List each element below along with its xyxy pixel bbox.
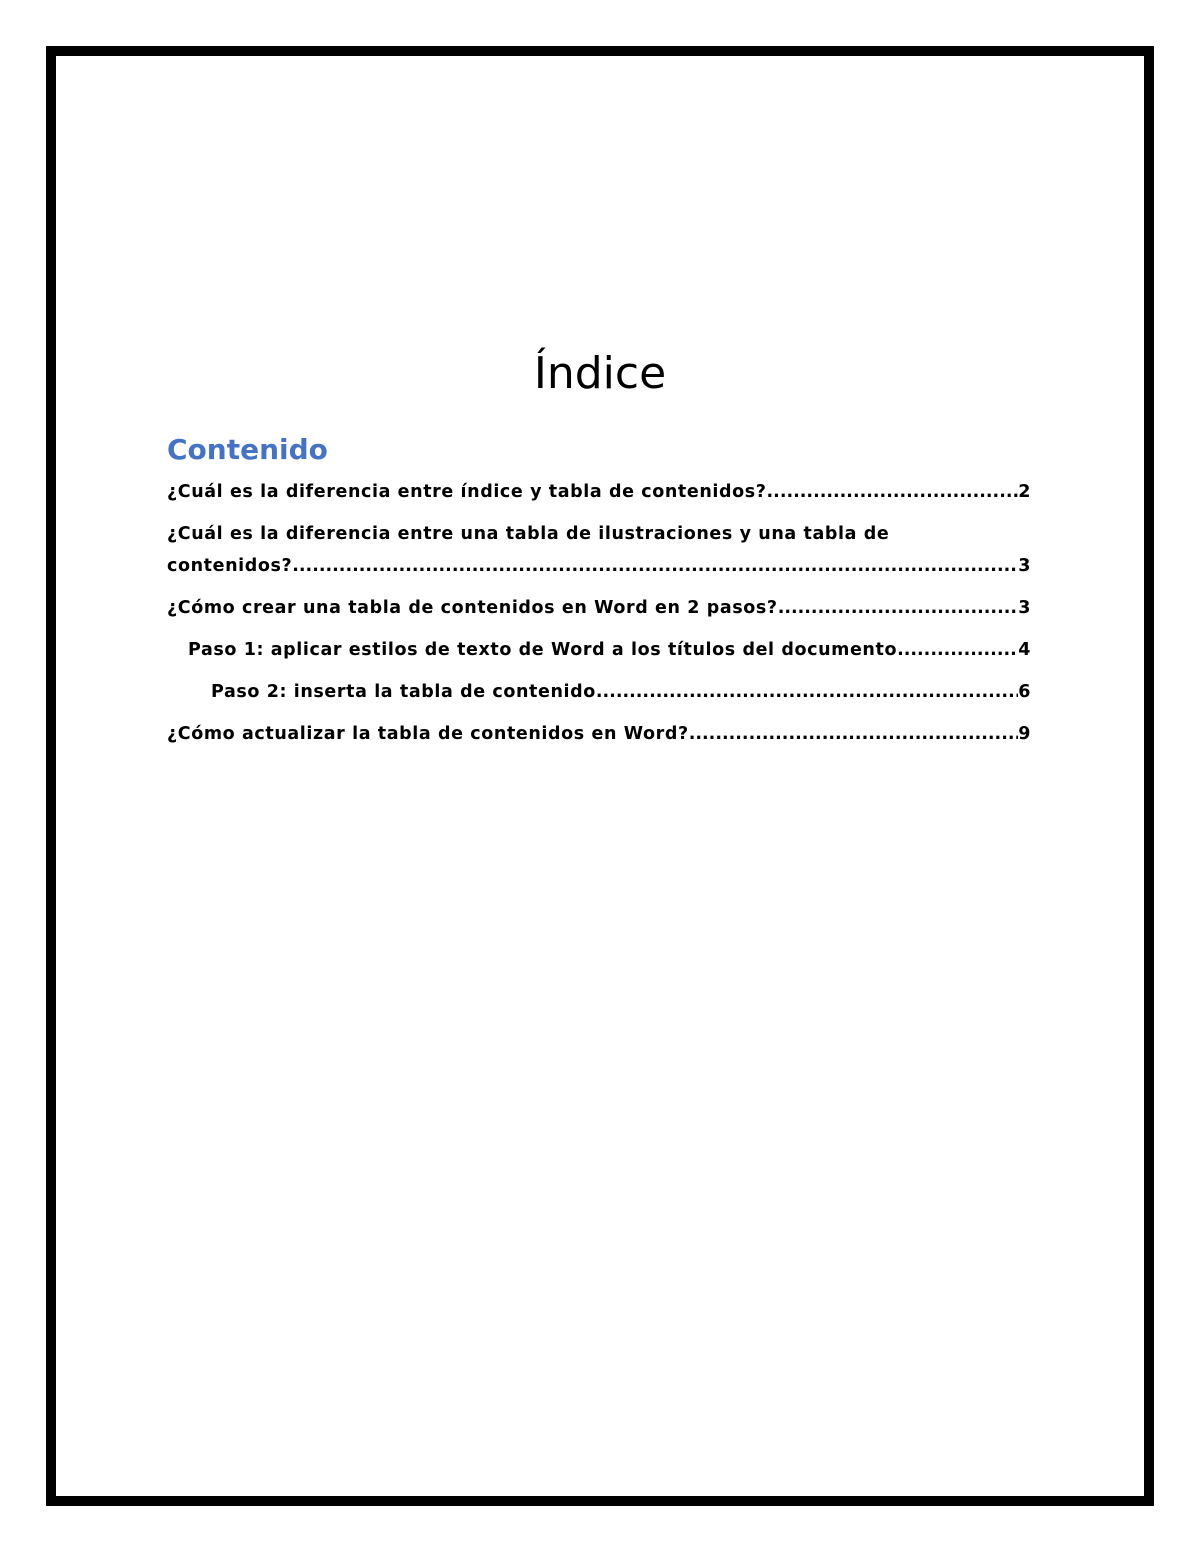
toc-leader — [292, 550, 1018, 582]
toc-page-number[interactable]: 3 — [1018, 556, 1031, 576]
toc-entry[interactable] — [167, 592, 1031, 624]
toc-entry-text[interactable]: ¿Cómo crear una tabla de contenidos en Word en 2 pasos? — [167, 598, 778, 618]
toc-entry-text-line1[interactable]: ¿Cuál es la diferencia entre una tabla de ilustraciones y una tabla de — [167, 524, 890, 544]
toc-entry-text[interactable]: ¿Cuál es la diferencia entre índice y tabla de contenidos? — [167, 482, 767, 502]
toc-leader — [689, 718, 1018, 750]
toc-leader — [897, 634, 1018, 666]
toc-page-number[interactable]: 6 — [1018, 682, 1031, 702]
toc-entry-text[interactable]: Paso 1: aplicar estilos de texto de Word a los títulos del documento — [188, 640, 898, 660]
toc-entry[interactable] — [167, 634, 1031, 666]
table-of-contents — [167, 476, 1031, 760]
toc-leader — [596, 676, 1018, 708]
toc-page-number[interactable]: 4 — [1018, 640, 1031, 660]
page-border — [46, 46, 1154, 1506]
toc-page-number[interactable]: 3 — [1018, 598, 1031, 618]
toc-entry-text[interactable]: Paso 2: inserta la tabla de contenido — [211, 682, 596, 702]
toc-leader — [767, 476, 1019, 508]
toc-heading: Contenido — [167, 433, 328, 466]
toc-entry[interactable] — [167, 718, 1031, 750]
toc-entry[interactable] — [167, 676, 1031, 708]
toc-entry-text-line2[interactable]: contenidos? — [167, 556, 293, 576]
toc-entry-text[interactable]: ¿Cómo actualizar la tabla de contenidos en Word? — [167, 724, 689, 744]
toc-page-number[interactable]: 9 — [1018, 724, 1031, 744]
toc-page-number[interactable]: 2 — [1018, 482, 1031, 502]
toc-entry[interactable] — [167, 476, 1031, 508]
page-title: Índice — [533, 348, 667, 399]
toc-entry[interactable] — [167, 518, 1031, 582]
toc-leader — [778, 592, 1019, 624]
